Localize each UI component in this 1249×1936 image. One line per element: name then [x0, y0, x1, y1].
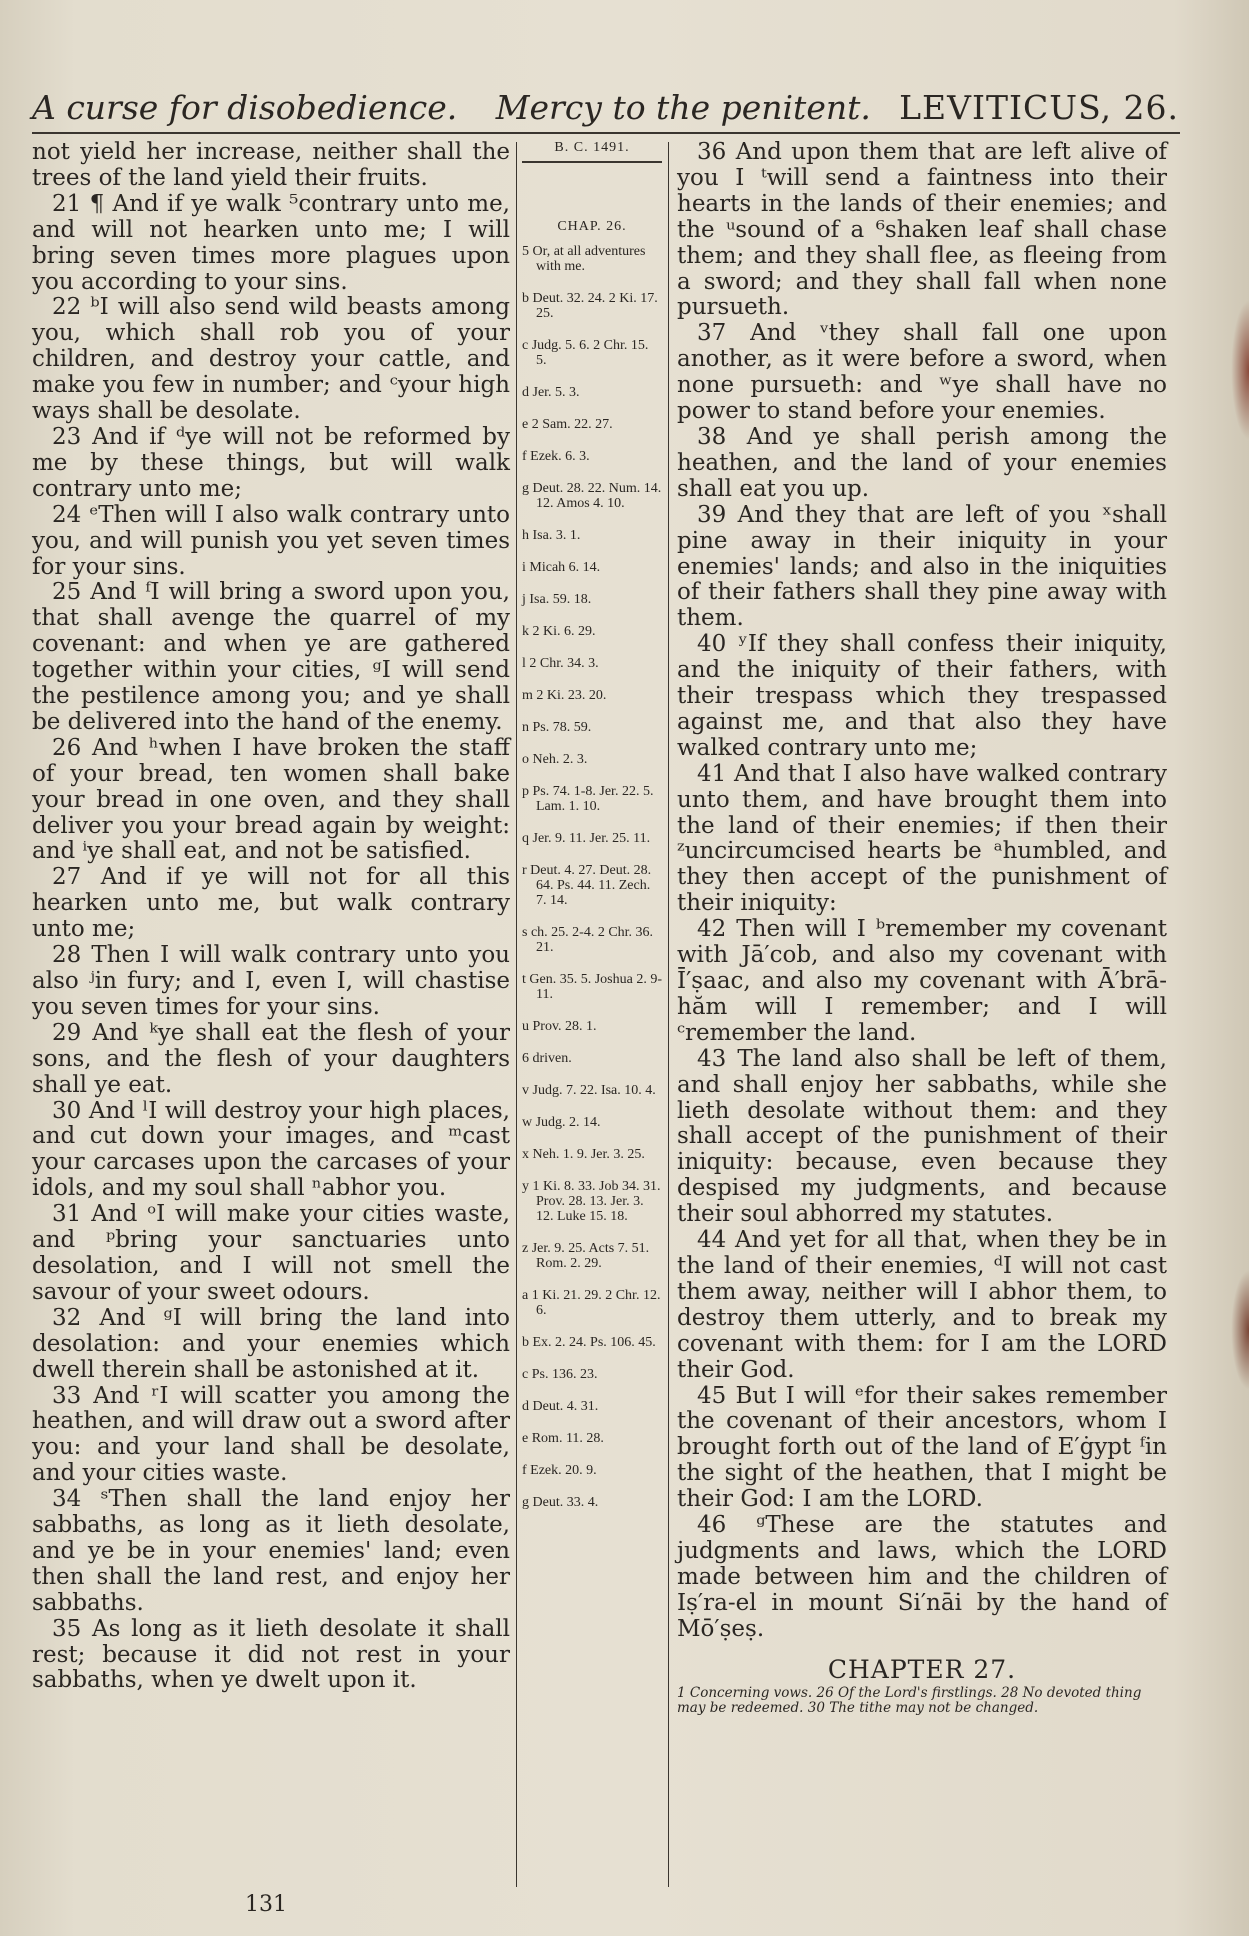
- verse-paragraph: 38 And ye shall perish among the heathen, and the land of your enemies shall eat you up.: [677, 423, 1167, 502]
- verse-paragraph: 26 And ʰwhen I have broken the staff of your bread, ten women shall bake your bread in one oven, and they shall deliver you your bread again by weight: and ⁱye shall eat, and not be satisfied.: [32, 734, 510, 865]
- chapter-summary: 1 Concerning vows. 26 Of the Lord's firstlings. 28 No devoted thing may be redeemed. 30 The tithe may not be changed.: [677, 1685, 1142, 1717]
- marginal-note: q Jer. 9. 11. Jer. 25. 11.: [522, 830, 651, 846]
- running-head-left-a: A curse for disobedience.: [32, 88, 458, 127]
- verse-paragraph: 35 As long as it lieth desolate it shall rest; because it did not rest in your sabbaths, when ye dwelt upon it.: [32, 1615, 510, 1694]
- marginal-note: y 1 Ki. 8. 33. Job 34. 31. Prov. 28. 13. Jer. 3. 12. Luke 15. 18.: [522, 1178, 661, 1224]
- marginal-note: g Deut. 28. 22. Num. 14. 12. Amos 4. 10.: [522, 480, 662, 511]
- verse-paragraph: 43 The land also shall be left of them, and shall enjoy her sabbaths, while she lieth desolate without them: and they shall accept of the punishment of their iniquity: because, even because they despised my judgments, and because their soul abhorred my statutes.: [677, 1045, 1167, 1228]
- verse-paragraph: 22 ᵇI will also send wild beasts among you, which shall rob you of your children, and destroy your cattle, and make you few in number; and ᶜyour high ways shall be desolate.: [32, 294, 510, 425]
- verse-paragraph: 24 ᵉThen will I also walk contrary unto you, and will punish you yet seven times for your sins.: [32, 501, 510, 580]
- verse-paragraph: 36 And upon them that are left alive of you I ᵗwill send a faintness into their hearts in the lands of their enemies; and the ᵘsound of a ⁶shaken leaf shall chase them; and they shall flee, as fleeing from a sword; and they shall fall when none pursueth.: [677, 139, 1167, 321]
- marginal-note: 6 driven.: [522, 1050, 572, 1066]
- marginal-note: h Isa. 3. 1.: [522, 527, 581, 543]
- marginal-note: c Judg. 5. 6. 2 Chr. 15. 5.: [522, 337, 649, 368]
- marginal-note: m 2 Ki. 23. 20.: [522, 687, 607, 703]
- verse-paragraph: 34 ˢThen shall the land enjoy her sabbaths, as long as it lieth desolate, and ye be in your enemies' land; even then shall the land rest, and enjoy her sabbaths.: [32, 1486, 510, 1616]
- verse-paragraph: 29 And ᵏye shall eat the flesh of your sons, and the flesh of your daughters shall ye eat.: [32, 1019, 510, 1098]
- running-head: [32, 88, 1179, 127]
- verse-paragraph: 46 ᵍThese are the statutes and judgments and laws, which the LORD made between him and the children of Iṣ′ra-el in mount Si′nāi by the hand of Mō′ṣeṣ.: [677, 1512, 1167, 1642]
- verse-paragraph: 40 ʸIf they shall confess their iniquity, and the iniquity of their fathers, with their trespass which they trespassed against me, and that also they have walked contrary unto me;: [677, 631, 1167, 761]
- verse-paragraph: 33 And ʳI will scatter you among the heathen, and will draw out a sword after you: and your land shall be desolate, and your cities waste.: [32, 1382, 510, 1487]
- running-head-book: LEVITICUS, 26.: [899, 88, 1179, 127]
- page-edge-stain: [1231, 1270, 1249, 1390]
- verse-paragraph: 23 And if ᵈye will not be reformed by me by these things, but will walk contrary unto me;: [32, 423, 510, 502]
- marginal-note: f Ezek. 6. 3.: [522, 448, 590, 464]
- marginal-note: x Neh. 1. 9. Jer. 3. 25.: [522, 1146, 645, 1162]
- verse-paragraph: 45 But I will ᵉfor their sakes remember the covenant of their ancestors, whom I brought forth out of the land of E′ġypt ᶠin the sight of the heathen, that I might be their God: I am the LORD.: [677, 1382, 1167, 1513]
- marginal-note: d Jer. 5. 3.: [522, 384, 580, 400]
- marginal-note: o Neh. 2. 3.: [522, 751, 588, 767]
- marginal-note: b Ex. 2. 24. Ps. 106. 45.: [522, 1334, 656, 1350]
- verse-paragraph: 25 And ᶠI will bring a sword upon you, that shall avenge the quarrel of my covenant: and when ye are gathered together within your cities, ᵍI will send the pestilence among you; and ye shall be delivered into the hand of the enemy.: [32, 579, 510, 735]
- marginal-note: b Deut. 32. 24. 2 Ki. 17. 25.: [522, 290, 658, 321]
- marginal-note: g Deut. 33. 4.: [522, 1494, 599, 1510]
- page-number: 131: [245, 1892, 287, 1917]
- marginal-note: l 2 Chr. 34. 3.: [522, 655, 599, 671]
- chapter-heading: CHAPTER 27.: [827, 1654, 1017, 1684]
- marginal-note: k 2 Ki. 6. 29.: [522, 623, 596, 639]
- marginal-note: e 2 Sam. 22. 27.: [522, 416, 613, 432]
- marginal-note: t Gen. 35. 5. Joshua 2. 9-11.: [522, 971, 662, 1002]
- chapter-label: CHAP. 26.: [557, 218, 627, 234]
- marginal-note: s ch. 25. 2-4. 2 Chr. 36. 21.: [522, 924, 654, 955]
- verse-paragraph: 37 And ᵛthey shall fall one upon another, as it were before a sword, when none pursueth: and ʷye shall have no power to stand before your enemies.: [677, 320, 1167, 425]
- marginal-note: 5 Or, at all adventures with me.: [522, 243, 646, 274]
- marginal-note: z Jer. 9. 25. Acts 7. 51. Rom. 2. 29.: [522, 1240, 650, 1271]
- running-head-left: [32, 88, 899, 127]
- verse-paragraph: 30 And ˡI will destroy your high places, and cut down your images, and ᵐcast your carcases upon the carcases of your idols, and my soul shall ⁿabhor you.: [32, 1097, 510, 1202]
- verse-paragraph: 28 Then I will walk contrary unto you also ʲin fury; and I, even I, will chastise you seven times for your sins.: [32, 942, 510, 1020]
- left-text-column: [32, 140, 510, 1694]
- verse-paragraph: 44 And yet for all that, when they be in the land of their enemies, ᵈI will not cast them away, neither will I abhor them, to destroy them utterly, and to break my covenant with them: for I am the LORD their God.: [677, 1227, 1167, 1383]
- marginal-note: a 1 Ki. 21. 29. 2 Chr. 12. 6.: [522, 1287, 661, 1318]
- marginal-note: j Isa. 59. 18.: [522, 591, 592, 607]
- verse-paragraph: 39 And they that are left of you ˣshall pine away in their iniquity in your enemies' lands; and also in the iniquities of their fathers shall they pine away with them.: [677, 501, 1167, 632]
- marginal-note: f Ezek. 20. 9.: [522, 1462, 597, 1478]
- verse-paragraph: 41 And that I also have walked contrary unto them, and have brought them into the land of their enemies; if then their ᶻuncircumcised hearts be ᵃhumbled, and they then accept of the punishment of their iniquity:: [677, 760, 1167, 917]
- marginal-note: p Ps. 74. 1-8. Jer. 22. 5. Lam. 1. 10.: [522, 783, 654, 814]
- marginal-note: d Deut. 4. 31.: [522, 1398, 599, 1414]
- marginal-note: n Ps. 78. 59.: [522, 719, 592, 735]
- marginal-note: i Micah 6. 14.: [522, 559, 601, 575]
- date-label: B. C. 1491.: [554, 140, 630, 155]
- page-edge-stain: [1231, 300, 1249, 440]
- marginal-note: e Rom. 11. 28.: [522, 1430, 604, 1446]
- verse-paragraph: 42 Then will I ᵇremember my covenant with Jā′cob, and also my covenant with Ī′ṣaac, and also my covenant with Ā′brā-hăm will I remember; and I will ᶜremember the land.: [677, 916, 1167, 1046]
- header-rule: [32, 132, 1180, 134]
- verse-paragraph: 31 And ᵒI will make your cities waste, and ᵖbring your sanctuaries unto desolation, and I will not smell the savour of your sweet odours.: [32, 1201, 510, 1305]
- marginal-note: u Prov. 28. 1.: [522, 1018, 597, 1034]
- marginal-references-column: [522, 140, 662, 1527]
- marginal-note: v Judg. 7. 22. Isa. 10. 4.: [522, 1082, 656, 1098]
- marginal-note: c Ps. 136. 23.: [522, 1366, 598, 1382]
- marginal-note: w Judg. 2. 14.: [522, 1114, 601, 1130]
- verse-paragraph: not yield her increase, neither shall the trees of the land yield their fruits.: [32, 139, 510, 191]
- marginal-note: r Deut. 4. 27. Deut. 28. 64. Ps. 44. 11. Zech. 7. 14.: [522, 862, 652, 908]
- column-divider-left: [516, 142, 517, 1887]
- right-text-column: [677, 140, 1167, 1716]
- date-rule: [522, 161, 662, 163]
- column-divider-right: [668, 142, 669, 1887]
- running-head-left-b: Mercy to the penitent.: [495, 88, 871, 127]
- verse-paragraph: 27 And if ye will not for all this hearken unto me, but walk contrary unto me;: [32, 864, 510, 943]
- verse-paragraph: 32 And ᵍI will bring the land into desolation: and your enemies which dwell therein shall be astonished at it.: [32, 1304, 510, 1383]
- verse-paragraph: 21 ¶ And if ye walk ⁵contrary unto me, and will not hearken unto me; I will bring seven times more plagues upon you according to your sins.: [32, 190, 510, 295]
